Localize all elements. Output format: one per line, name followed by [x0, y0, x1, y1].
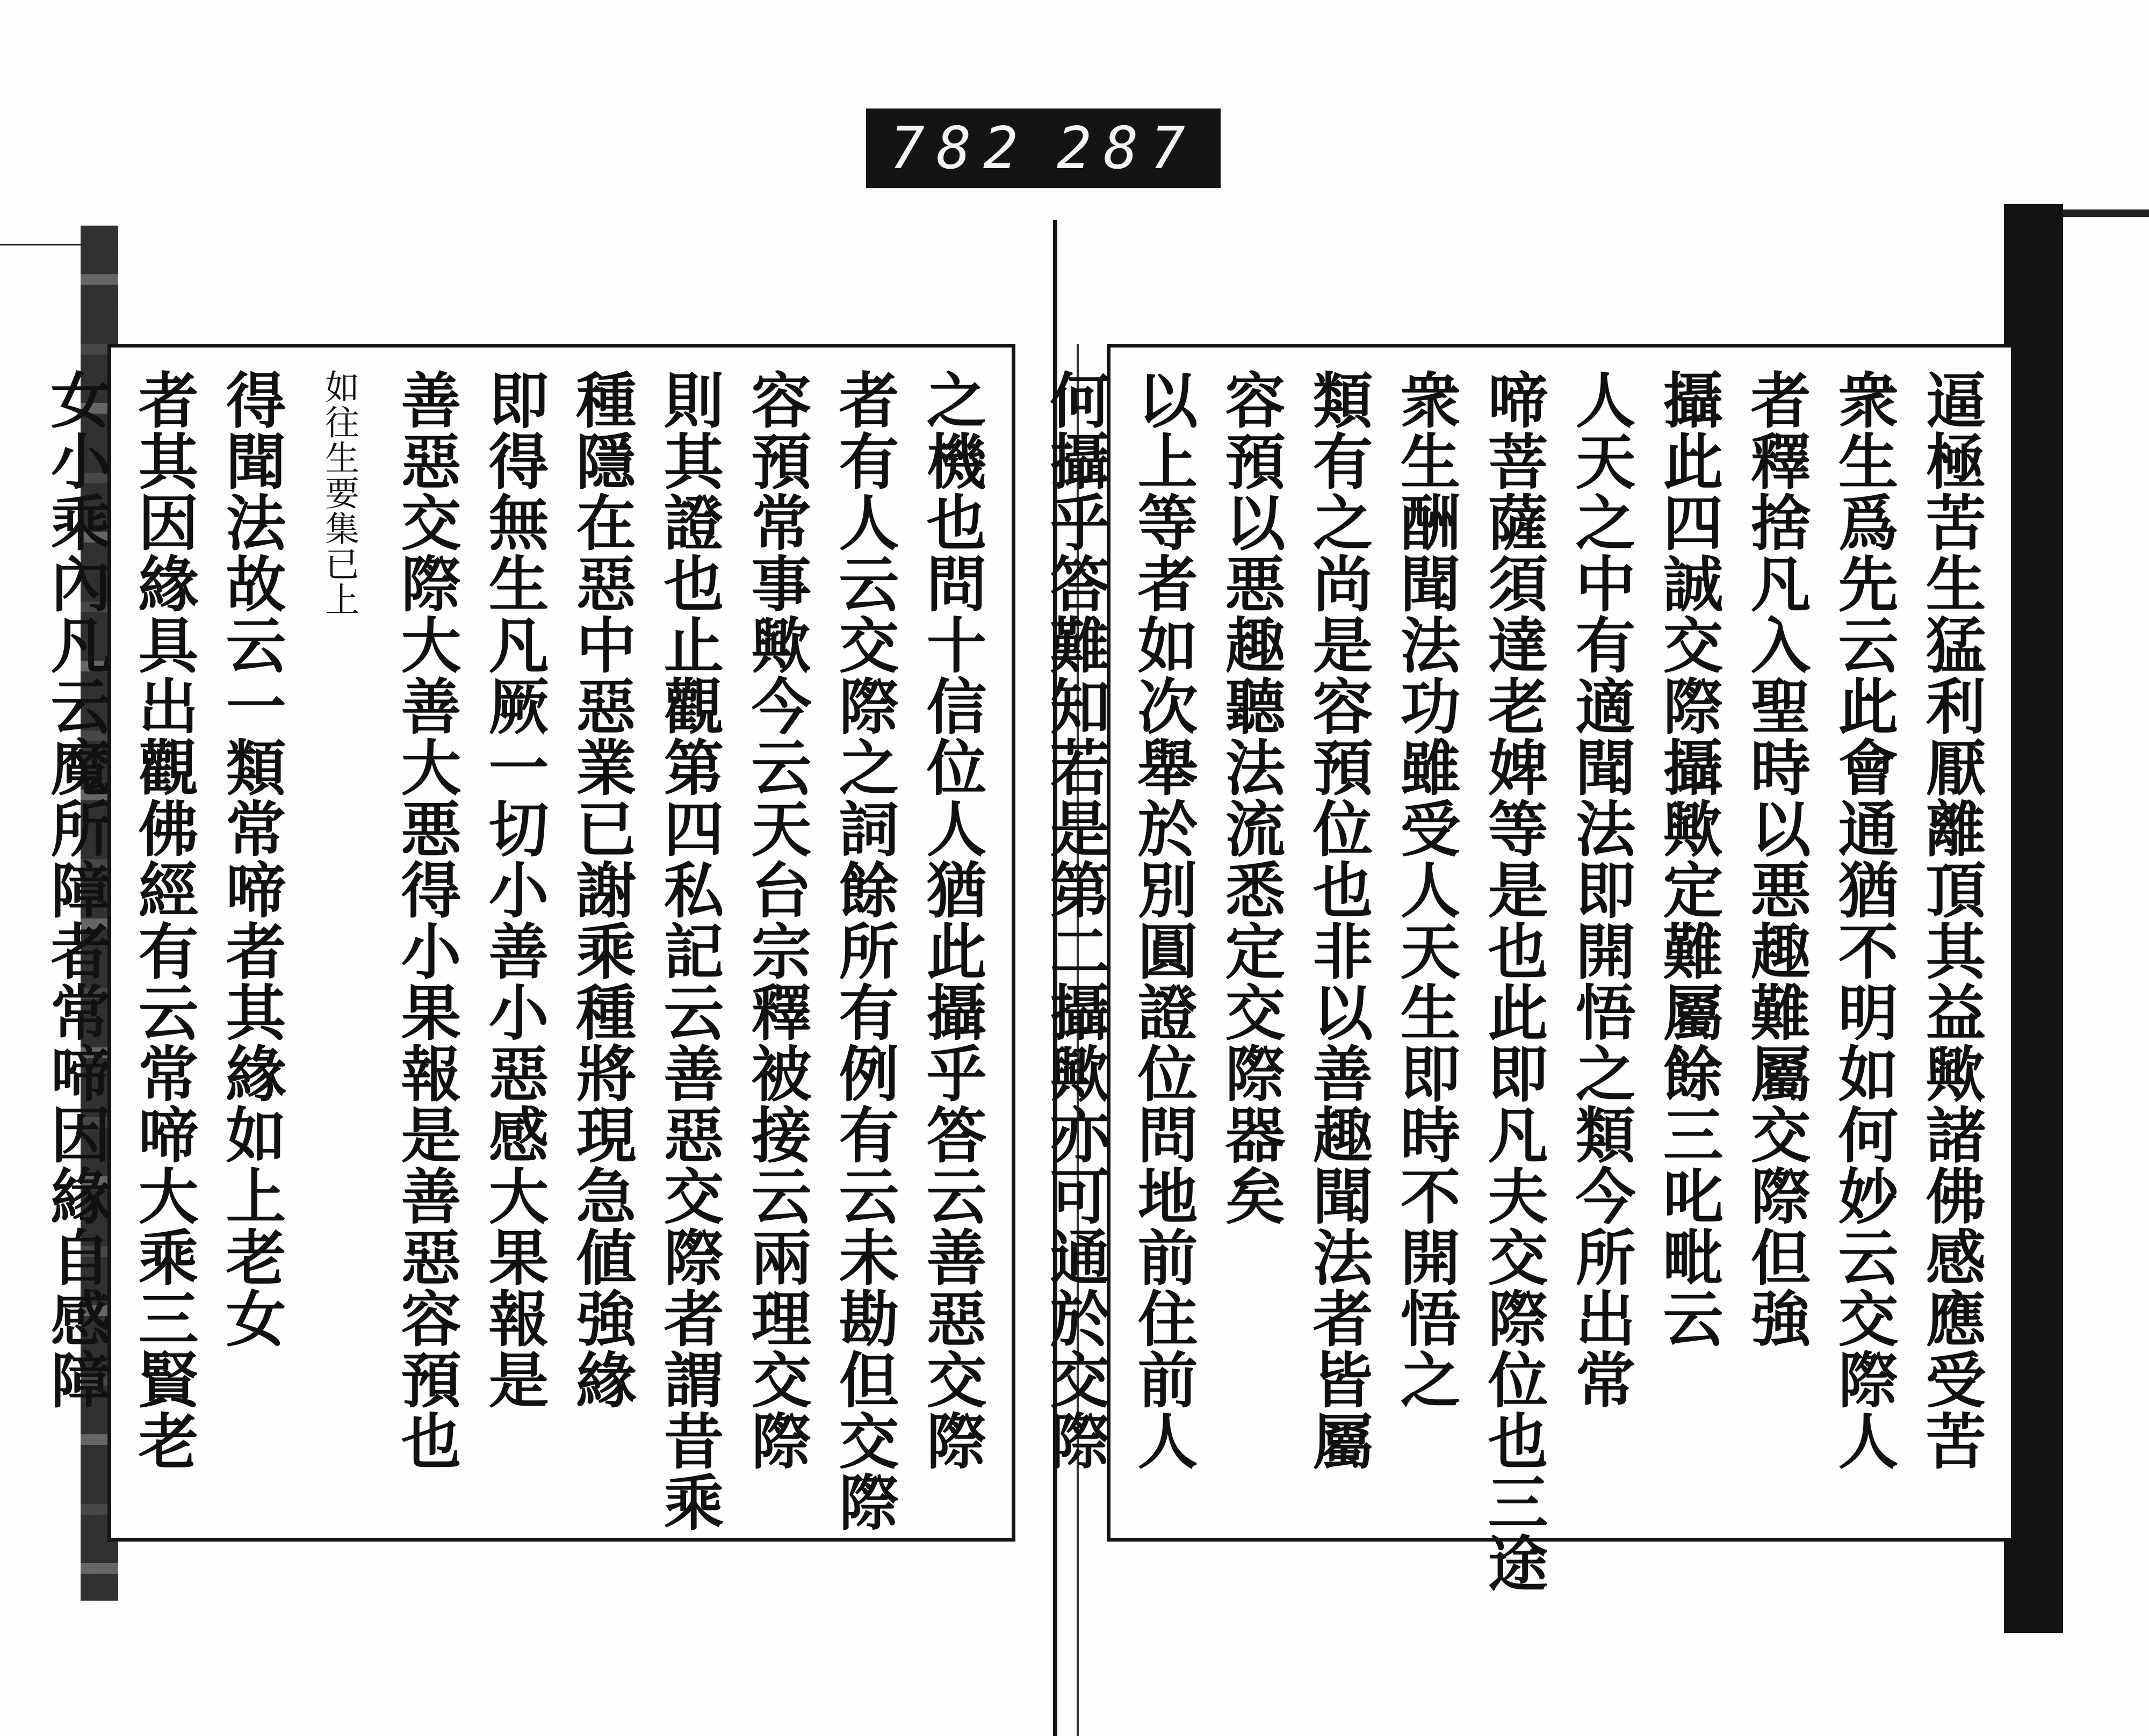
frame-number-left: 782: [890, 114, 1030, 182]
frame-number-label: [866, 108, 1221, 188]
citation-note: 如往生要集已上: [319, 369, 359, 617]
left-page: [41, 344, 1015, 1542]
text-column: 者釋捨凡入聖時以悪趣難屬交際但強: [1741, 369, 1811, 1349]
right-edge-line: [2063, 209, 2149, 217]
text-column: 人天之中有適聞法即開悟之類今所出常: [1566, 369, 1636, 1410]
text-column: 者有人云交際之詞餘所有例有云未勘但交際: [829, 369, 899, 1532]
text-column: 者其因緣具出觀佛經有云常啼大乘三賢老: [128, 369, 199, 1471]
text-column: 啼菩薩須達老婢等是也此即凡夫交際位也三途: [1478, 369, 1548, 1594]
text-column: 之機也問十信位人猶此攝乎答云善惡交際: [917, 369, 987, 1471]
text-column: 種隱在惡中惡業已謝乘種將現急値強緣: [566, 369, 637, 1410]
text-column: 攝此四誠交際攝歟定難屬餘三叱毗云: [1653, 369, 1723, 1349]
text-column: 何攝乎答難知若是第二攝歟亦可通於交際: [1040, 369, 1110, 1471]
text-column: 容預以悪趣聽法流悉定交際器矣: [1215, 369, 1286, 1226]
scan-edge-line: [0, 244, 81, 245]
text-column: 即得無生凡厥一切小善小惡感大果報是: [479, 369, 549, 1410]
text-column: 容預常事歟今云天台宗釋被接云兩理交際: [741, 369, 812, 1471]
text-column: 以上等者如次舉於別圓證位問地前住前人: [1128, 369, 1198, 1471]
text-column: 則其證也止觀第四私記云善惡交際者謂昔乘: [654, 369, 724, 1532]
text-column: 衆生爲先云此會通猶不明如何妙云交際人: [1828, 369, 1899, 1471]
text-column: 逼極苦生猛利厭離頂其益歟諸佛感應受苦: [1916, 369, 1986, 1471]
right-page-text: [1040, 369, 1995, 1594]
text-column: 類有之尚是容預位也非以善趣聞法者皆屬: [1303, 369, 1373, 1471]
left-page-text: [41, 369, 996, 1532]
text-column: 衆生酬聞法功雖受人天生即時不開悟之: [1390, 369, 1461, 1410]
text-column: 女小乘內凡云魔所障者常啼因緣自感障: [41, 369, 111, 1410]
text-column: 得聞法故云一類常啼者其緣如上老女: [216, 369, 286, 1349]
text-column: 善惡交際大善大悪得小果報是善惡容預也: [391, 369, 461, 1471]
right-page: [1040, 344, 2015, 1594]
frame-number-right: 287: [1056, 114, 1197, 182]
